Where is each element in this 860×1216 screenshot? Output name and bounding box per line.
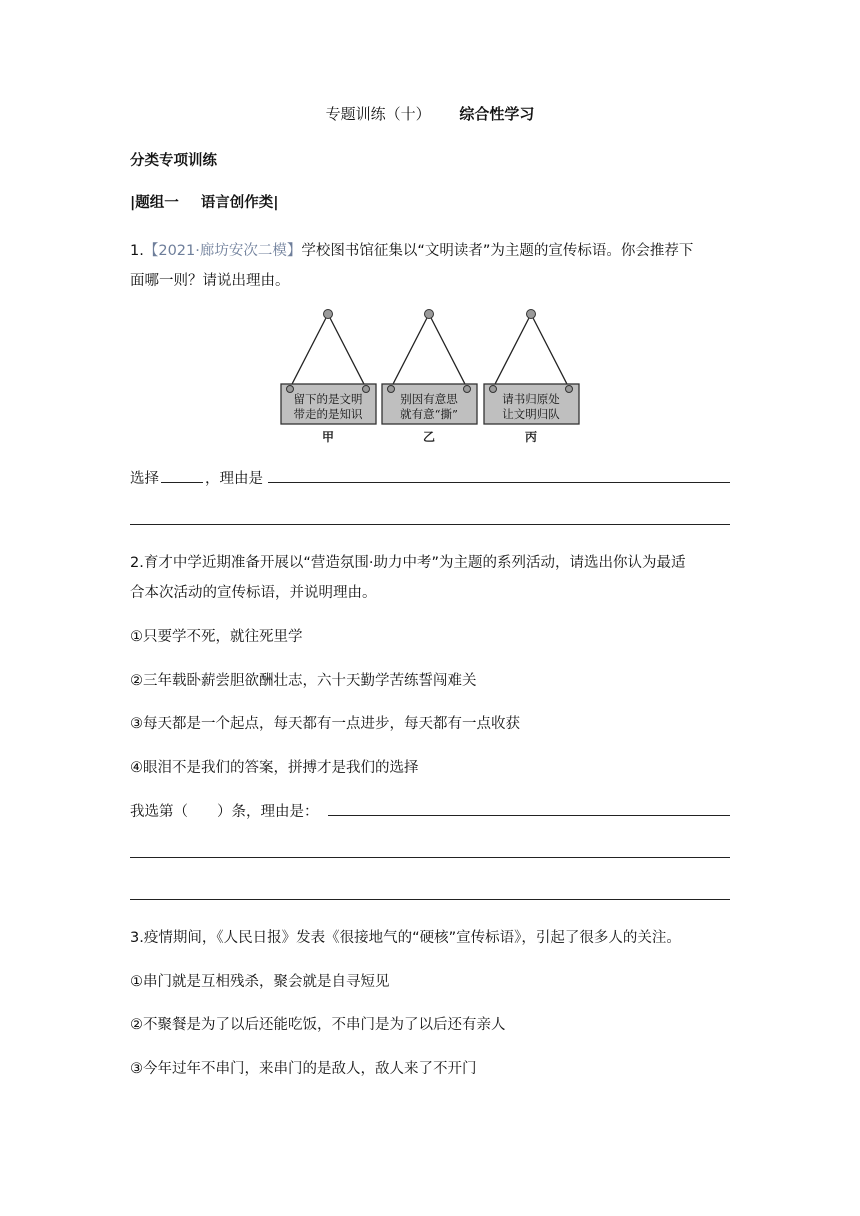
q1-answer (130, 467, 263, 488)
group-label: 语言创作类 (200, 195, 274, 211)
q1-reason-line-1[interactable] (268, 482, 730, 483)
q1-text-line2: 面哪一则？请说出理由。 (130, 273, 290, 289)
q2-answer-prefix: 我选第（ ）条，理由是： (130, 804, 319, 820)
q1-answer-prefix: 选择 (130, 471, 159, 487)
q1-text-line1 (130, 239, 693, 260)
q1-answer-middle: ，理由是 (205, 471, 263, 487)
q3-option-2: ②不聚餐是为了以后还能吃饭，不串门是为了以后还有亲人 (130, 1017, 506, 1033)
q1-choice-blank[interactable] (161, 468, 203, 483)
sign-bing-line2: 让文明归队 (502, 407, 560, 421)
sign-jia-line1: 留下的是文明 (293, 392, 363, 406)
title-part1: 专题训练（十） (325, 105, 431, 123)
title-part2: 综合性学习 (459, 105, 535, 123)
sign-yi-label: 乙 (422, 430, 436, 444)
q2-reason-line-1[interactable] (328, 815, 730, 816)
q2-option-3: ③每天都是一个起点，每天都有一点进步，每天都有一点收获 (130, 716, 520, 732)
sign-yi (382, 310, 477, 445)
q1-source: 【2021·廊坊安次二模】 (143, 243, 302, 259)
q2-option-1: ①只要学不死，就往死里学 (130, 629, 303, 645)
page-title (0, 103, 860, 124)
group-heading (130, 191, 279, 212)
q2-option-2: ②三年载卧薪尝胆欲酬壮志，六十天勤学苦练誓闯难关 (130, 673, 477, 689)
sign-yi-line2: 就有意“撕” (400, 407, 458, 421)
q2-reason-line-3[interactable] (130, 899, 730, 900)
group-name: 题组一 (135, 195, 179, 211)
q3-text-line1: 3.疫情期间，《人民日报》发表《很接地气的“硬核”宣传标语》，引起了很多人的关注。 (130, 930, 681, 946)
sign-bing (484, 310, 579, 445)
q2-reason-line-2[interactable] (130, 857, 730, 858)
section-title: 分类专项训练 (130, 153, 217, 169)
q2-text-line2: 合本次活动的宣传标语，并说明理由。 (130, 585, 377, 601)
q3-option-3: ③今年过年不串门，来串门的是敌人，敌人来了不开门 (130, 1061, 477, 1077)
sign-jia-label: 甲 (321, 430, 335, 444)
q3-option-1: ①串门就是互相残杀，聚会就是自寻短见 (130, 974, 390, 990)
sign-bing-line1: 请书归原处 (502, 392, 560, 406)
sign-jia-line2: 带走的是知识 (293, 407, 363, 421)
q2-text-line1: 2.育才中学近期准备开展以“营造氛围·助力中考”为主题的系列活动，请选出你认为最适 (130, 555, 686, 571)
signs-figure (278, 304, 583, 446)
sign-yi-line1: 别因有意思 (400, 392, 458, 406)
q1-reason-line-2[interactable] (130, 524, 730, 525)
q1-number: 1. (130, 243, 144, 259)
group-bar-right: | (273, 195, 279, 211)
sign-jia (281, 310, 376, 445)
group-bar-left: | (130, 195, 136, 211)
sign-bing-label: 丙 (524, 430, 538, 444)
q2-option-4: ④眼泪不是我们的答案，拼搏才是我们的选择 (130, 760, 419, 776)
q1-prompt: 学校图书馆征集以“文明读者”为主题的宣传标语。你会推荐下 (301, 243, 694, 259)
